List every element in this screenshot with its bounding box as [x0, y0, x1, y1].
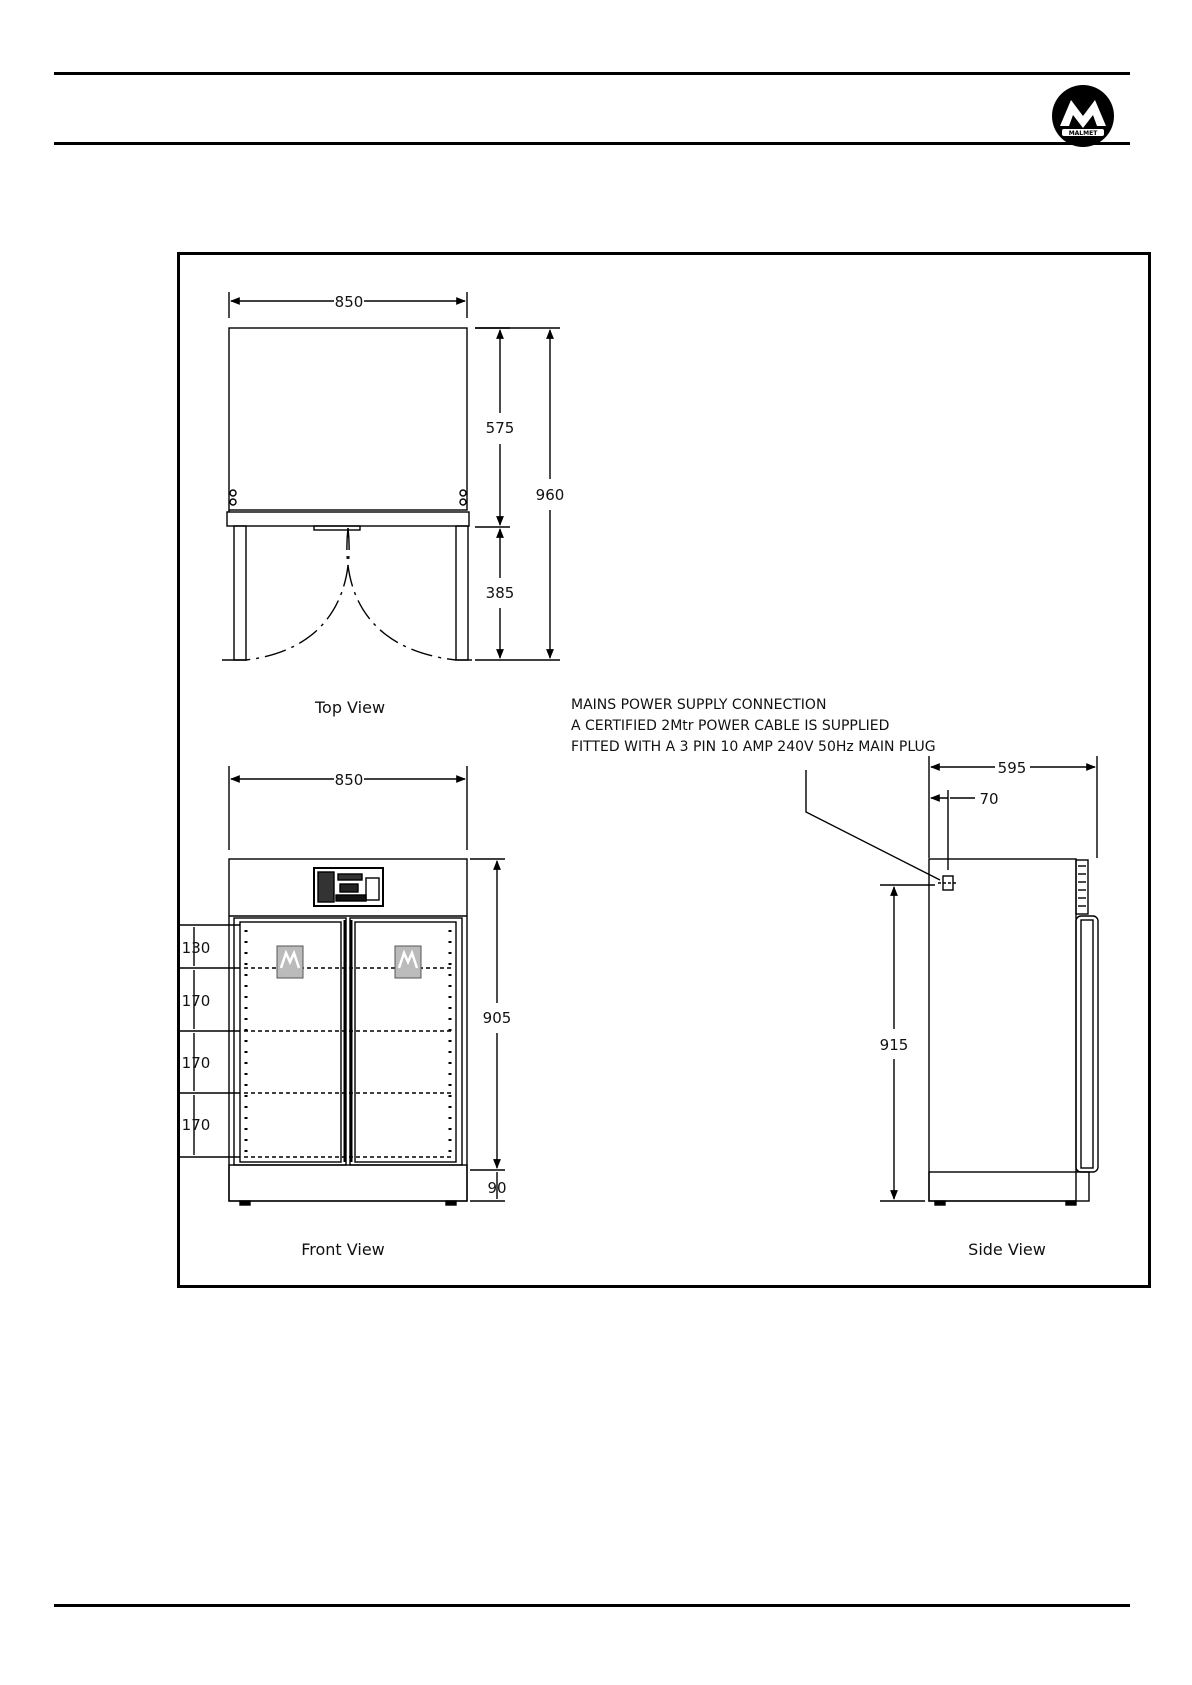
side-depth-label: 595 — [997, 759, 1027, 777]
top-width-label: 850 — [334, 293, 364, 311]
top-body-depth-label: 575 — [485, 419, 515, 437]
front-view-title: Front View — [301, 1240, 385, 1259]
top-view — [222, 292, 560, 660]
top-door-swing-label: 385 — [485, 584, 515, 602]
side-view — [806, 756, 1098, 1205]
side-view-title: Side View — [968, 1240, 1046, 1259]
shelf-top-label: 130 — [181, 939, 211, 957]
note-line-2: A CERTIFIED 2Mtr POWER CABLE IS SUPPLIED — [571, 718, 890, 734]
note-line-1: MAINS POWER SUPPLY CONNECTION — [571, 697, 827, 713]
front-height-label: 905 — [482, 1009, 512, 1027]
power-note — [571, 697, 936, 755]
front-width-label: 850 — [334, 771, 364, 789]
shelf-gap-2-label: 170 — [181, 1054, 211, 1072]
side-height-label: 915 — [879, 1036, 909, 1054]
top-view-texts — [314, 293, 564, 717]
svg-text:MALMET: MALMET — [1068, 130, 1098, 137]
front-view — [180, 766, 505, 1205]
top-total-depth-label: 960 — [535, 486, 565, 504]
shelf-gap-1-label: 170 — [181, 992, 211, 1010]
side-offset-label: 70 — [979, 790, 999, 808]
note-line-3: FITTED WITH A 3 PIN 10 AMP 240V 50Hz MAIN PLUG — [571, 739, 936, 755]
front-base-label: 90 — [487, 1179, 507, 1197]
front-logo-badges — [277, 946, 421, 978]
top-view-title: Top View — [314, 698, 386, 717]
shelf-gap-3-label: 170 — [181, 1116, 211, 1134]
side-view-texts — [880, 759, 1046, 1259]
